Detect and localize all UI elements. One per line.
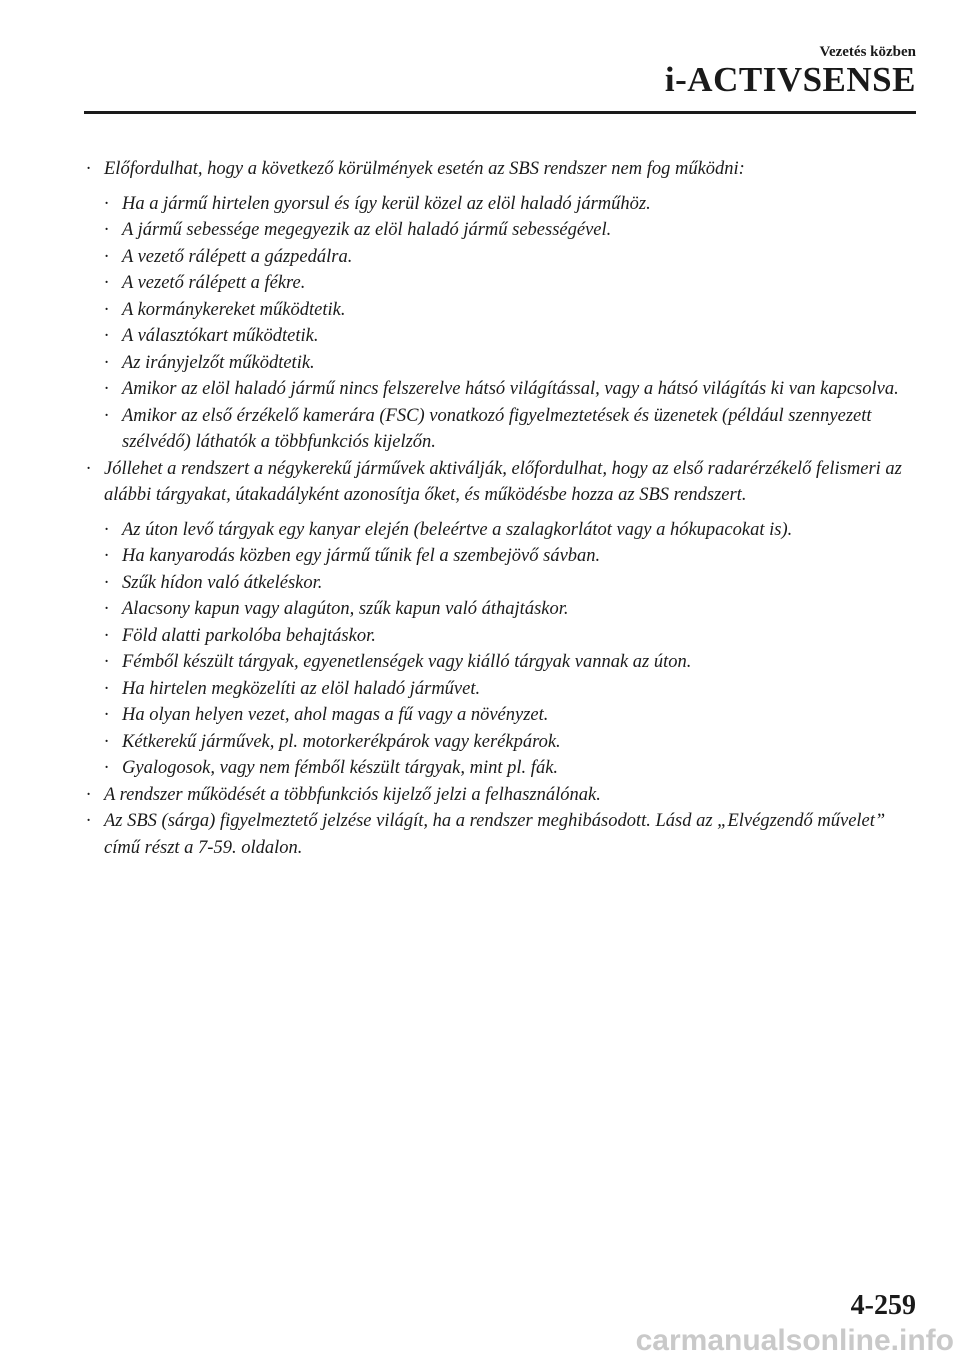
bullet-icon: · (86, 159, 91, 179)
list-item-text: A kormánykereket működtetik. (122, 299, 346, 320)
list-item-text: A jármű sebessége megegyezik az elöl haladó jármű sebességével. (122, 220, 612, 240)
bullet-icon: · (86, 784, 91, 805)
bullet-icon: · (86, 458, 91, 479)
list-item-text: Gyalogosok, vagy nem fémből készült tárgyak, mint pl. fák. (122, 758, 559, 778)
list-item (102, 570, 916, 597)
bullet-icon: · (104, 405, 109, 426)
list-item-text: A vezető rálépett a gázpedálra. (122, 246, 353, 267)
bullet-icon: · (104, 273, 109, 293)
list-item-text: Az SBS (sárga) figyelmeztető jelzése világít, ha a rendszer meghibásodott. Lásd az „Elvégzendő művelet” című részt a 7-59. oldalon. (104, 811, 886, 858)
list-item (102, 350, 916, 377)
header-section-title: Vezetés közben (819, 44, 916, 60)
bullet-icon: · (104, 379, 109, 399)
header-chapter-title: i-ACTIVSENSE (664, 60, 916, 99)
list-item (102, 676, 916, 703)
list-item (102, 376, 916, 403)
bullet-icon: · (104, 572, 109, 593)
list-item-text: Jóllehet a rendszert a négykerekű járművek aktiválják, előfordulhat, hogy az első radarérzékelő felismeri az alábbi tárgyakat, útakadályként azonosítja őket, és működésbe hozza az SBS rendszert. (104, 458, 902, 505)
list-item-text: A választókart működtetik. (122, 326, 319, 346)
bullet-icon: · (104, 652, 109, 672)
bullet-icon: · (104, 352, 109, 373)
list-item (102, 623, 916, 650)
list-item (102, 297, 916, 324)
list-item-text: Előfordulhat, hogy a következő körülmények esetén az SBS rendszer nem fog működni: (104, 159, 745, 179)
list-item-text: Szűk hídon való átkeléskor. (122, 572, 323, 593)
list-item-text: Az úton levő tárgyak egy kanyar elején (beleértve a szalagkorlátot vagy a hókupacokat is). (122, 519, 793, 540)
bullet-icon: · (104, 625, 109, 646)
list-item (84, 808, 916, 861)
list-item (102, 191, 916, 218)
header-rule (84, 111, 916, 114)
list-item-text: Fémből készült tárgyak, egyenetlenségek vagy kiálló tárgyak vannak az úton. (122, 652, 692, 672)
list-item-text: A rendszer működését a többfunkciós kijelző jelzi a felhasználónak. (104, 784, 601, 805)
list-item (84, 456, 916, 509)
bullet-icon: · (104, 731, 109, 752)
list-item-text: Ha kanyarodás közben egy jármű tűnik fel a szembejövő sávban. (122, 546, 601, 566)
list-item-text: Ha olyan helyen vezet, ahol magas a fű vagy a növényzet. (122, 705, 549, 725)
page-number: 4-259 (850, 1290, 916, 1321)
list-item (102, 649, 916, 676)
bullet-icon: · (104, 326, 109, 346)
list-item (102, 403, 916, 456)
bullet-icon: · (104, 678, 109, 699)
list-item (102, 244, 916, 271)
bullet-icon: · (104, 220, 109, 240)
list-item (102, 543, 916, 570)
list-item-text: Ha a jármű hirtelen gyorsul és így kerül közel az elöl haladó járműhöz. (122, 193, 651, 214)
list-item-text: Kétkerekű járművek, pl. motorkerékpárok vagy kerékpárok. (122, 731, 561, 752)
list-item-text: Föld alatti parkolóba behajtáskor. (122, 625, 376, 646)
list-item (102, 217, 916, 244)
list-item (102, 323, 916, 350)
bullet-icon: · (86, 811, 91, 831)
bullet-icon: · (104, 758, 109, 778)
page-content (84, 156, 916, 861)
list-item (84, 782, 916, 809)
list-item (102, 755, 916, 782)
watermark: carmanualsonline.info (635, 1324, 954, 1357)
list-item-text: Ha hirtelen megközelíti az elöl haladó járművet. (122, 678, 481, 699)
bullet-icon: · (104, 246, 109, 267)
bullet-icon: · (104, 299, 109, 320)
list-item (102, 270, 916, 297)
list-item-text: Alacsony kapun vagy alagúton, szűk kapun való áthajtáskor. (122, 599, 569, 619)
list-item-text: Amikor az elöl haladó jármű nincs felszerelve hátsó világítással, vagy a hátsó világítás ki van kapcsolva. (122, 379, 899, 399)
list-item (102, 729, 916, 756)
list-item (102, 702, 916, 729)
bullet-icon: · (104, 705, 109, 725)
list-item-text: Amikor az első érzékelő kamerára (FSC) vonatkozó figyelmeztetések és üzenetek (például szennyezett szélvédő) láthatók a többfunkciós kijelzőn. (122, 405, 872, 452)
list-item (84, 156, 916, 183)
list-item (102, 596, 916, 623)
list-item-text: A vezető rálépett a fékre. (122, 273, 306, 293)
bullet-icon: · (104, 599, 109, 619)
bullet-icon: · (104, 193, 109, 214)
list-item-text: Az irányjelzőt működtetik. (122, 352, 315, 373)
bullet-icon: · (104, 546, 109, 566)
list-item (102, 517, 916, 544)
bullet-icon: · (104, 519, 109, 540)
